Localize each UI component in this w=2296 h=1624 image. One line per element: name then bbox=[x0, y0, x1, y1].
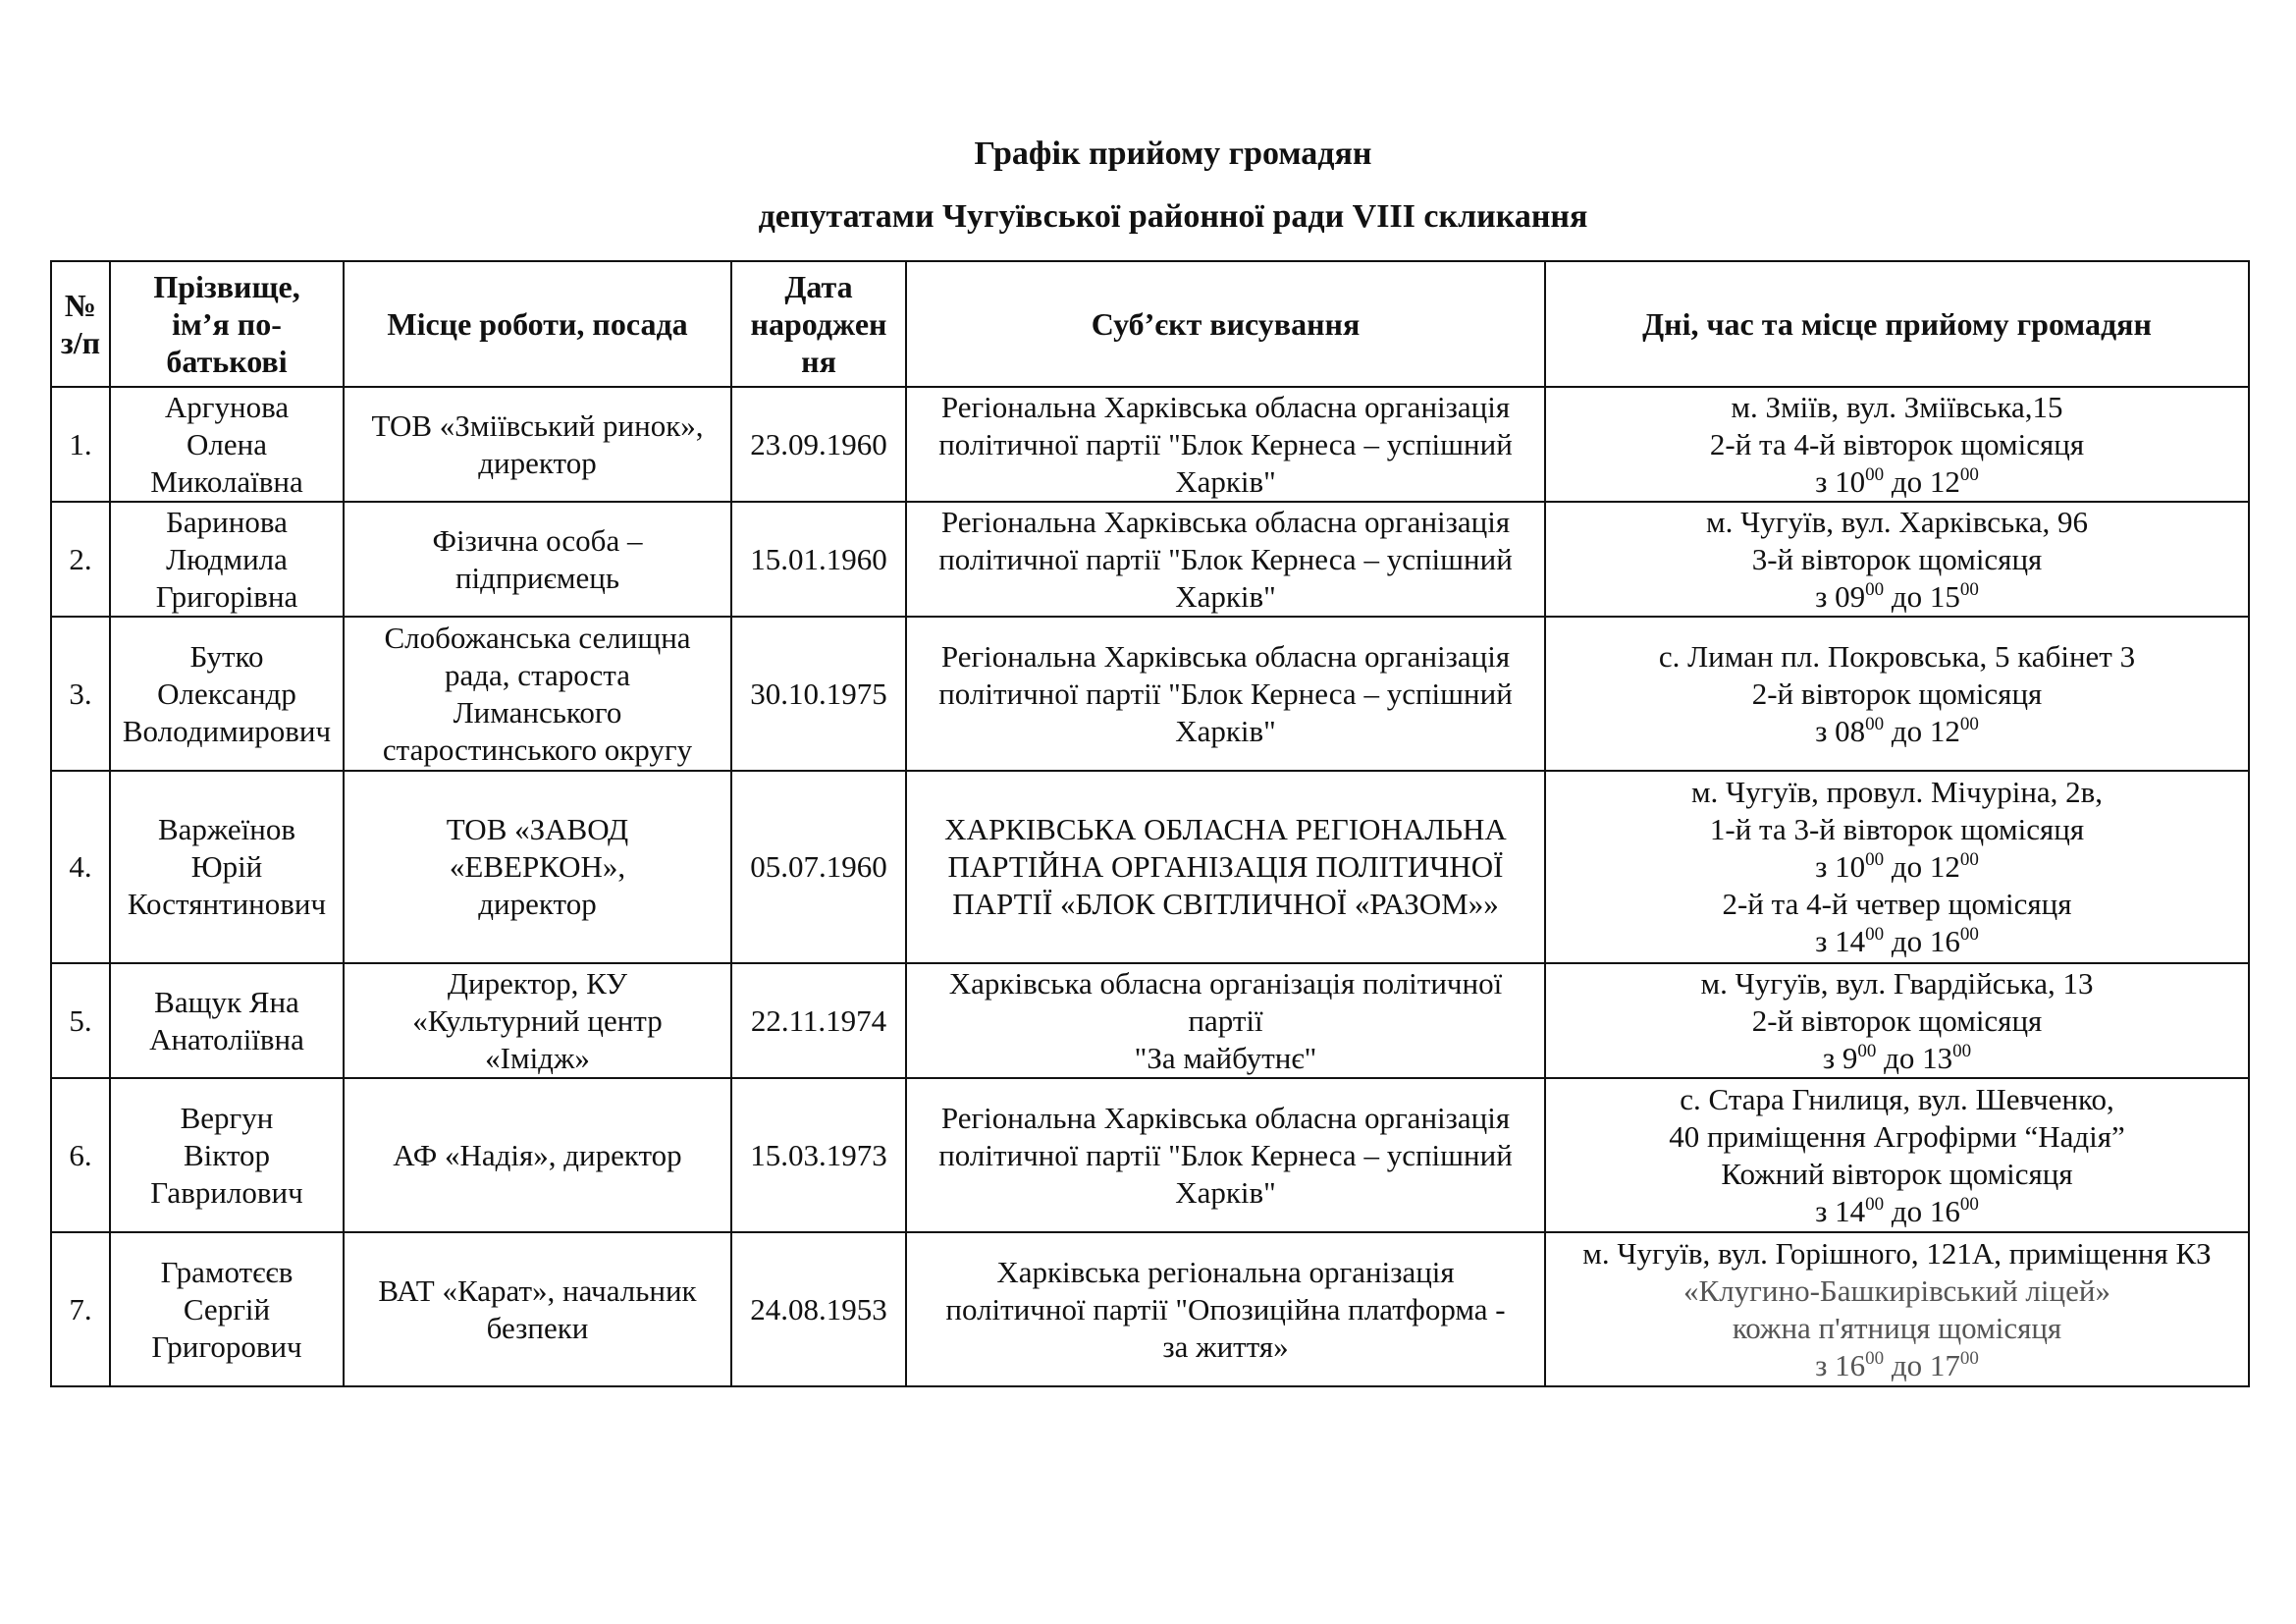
table-row bbox=[51, 1232, 2249, 1386]
reception-time: з $09^{00}$ до $15^{00}$ bbox=[1815, 578, 1979, 614]
row-reception: с. Лиман пл. Покровська, 5 кабінет 3 2-й вівторок щомісяця з $08^{00}$ до $12^{00}$ bbox=[1545, 617, 2249, 771]
table-row bbox=[51, 502, 2249, 617]
row-birth: 30.10.1975 bbox=[731, 617, 906, 771]
reception-time: з $9^{00}$ до $13^{00}$ bbox=[1822, 1040, 1972, 1075]
row-birth: 15.03.1973 bbox=[731, 1078, 906, 1232]
reception-schedule-table bbox=[50, 260, 2250, 1387]
row-work: ТОВ «Зміївський ринок», директор bbox=[344, 387, 731, 502]
row-subject: Харківська регіональна організація політичної партії "Опозиційна платформа - за життя» bbox=[906, 1232, 1545, 1386]
row-num: 7. bbox=[51, 1232, 110, 1386]
reception-time: з $10^{00}$ до $12^{00}$ bbox=[1815, 463, 1979, 499]
row-birth: 05.07.1960 bbox=[731, 771, 906, 963]
row-reception: м. Чугуїв, вул. Харківська, 96 3-й вівторок щомісяця з $09^{00}$ до $15^{00}$ bbox=[1545, 502, 2249, 617]
row-work: Директор, КУ «Культурний центр «Імідж» bbox=[344, 963, 731, 1078]
header-birth: Дата народжен ня bbox=[731, 261, 906, 387]
row-birth: 24.08.1953 bbox=[731, 1232, 906, 1386]
document-title: Графік прийому громадян bbox=[974, 135, 1372, 172]
row-name: Аргунова Олена Миколаївна bbox=[110, 387, 344, 502]
header-num: № з/п bbox=[51, 261, 110, 387]
row-work: Фізична особа – підприємець bbox=[344, 502, 731, 617]
row-num: 1. bbox=[51, 387, 110, 502]
row-subject: Регіональна Харківська обласна організація політичної партії "Блок Кернеса – успішний Харків" bbox=[906, 617, 1545, 771]
row-num: 6. bbox=[51, 1078, 110, 1232]
row-birth: 22.11.1974 bbox=[731, 963, 906, 1078]
reception-time-2: з $14^{00}$ до $16^{00}$ bbox=[1815, 924, 1979, 958]
row-num: 4. bbox=[51, 771, 110, 963]
row-work: ВАТ «Карат», начальник безпеки bbox=[344, 1232, 731, 1386]
table-row bbox=[51, 617, 2249, 771]
header-name: Прізвище, ім’я по- батькові bbox=[110, 261, 344, 387]
row-reception: м. Чугуїв, вул. Гвардійська, 13 2-й вівторок щомісяця з $9^{00}$ до $13^{00}$ bbox=[1545, 963, 2249, 1078]
row-subject: Харківська обласна організація політичної партії "За майбутнє" bbox=[906, 963, 1545, 1078]
row-subject: ХАРКІВСЬКА ОБЛАСНА РЕГІОНАЛЬНА ПАРТІЙНА ОРГАНІЗАЦІЯ ПОЛІТИЧНОЇ ПАРТІЇ «БЛОК СВІТЛИЧНОЇ «РАЗОМ»» bbox=[906, 771, 1545, 963]
header-work: Місце роботи, посада bbox=[344, 261, 731, 387]
header-reception: Дні, час та місце прийому громадян bbox=[1545, 261, 2249, 387]
row-num: 5. bbox=[51, 963, 110, 1078]
row-reception: м. Чугуїв, провул. Мічуріна, 2в, 1-й та 3-й вівторок щомісяця з $10^{00}$ до $12^{00}$ 2-й та 4-й четвер щомісяця з $14^{00}$ до $16^{00}$ bbox=[1545, 771, 2249, 963]
header-subject: Суб’єкт висування bbox=[906, 261, 1545, 387]
row-num: 2. bbox=[51, 502, 110, 617]
row-reception: м. Чугуїв, вул. Горішного, 121А, приміщення КЗ «Клугино-Башкирівський ліцей» кожна п'ятниця щомісяця з $16^{00}$ до $17^{00}$ bbox=[1545, 1232, 2249, 1386]
row-subject: Регіональна Харківська обласна організація політичної партії "Блок Кернеса – успішний Харків" bbox=[906, 1078, 1545, 1232]
document-subtitle: депутатами Чугуївської районної ради VIII скликання bbox=[758, 198, 1588, 235]
table-row bbox=[51, 963, 2249, 1078]
table-row bbox=[51, 1078, 2249, 1232]
row-name: Вергун Віктор Гаврилович bbox=[110, 1078, 344, 1232]
reception-time: з $14^{00}$ до $16^{00}$ bbox=[1815, 1193, 1979, 1228]
row-name: Варжеїнов Юрій Костянтинович bbox=[110, 771, 344, 963]
row-reception: м. Зміїв, вул. Зміївська,15 2-й та 4-й вівторок щомісяця з $10^{00}$ до $12^{00}$ bbox=[1545, 387, 2249, 502]
reception-time: з $16^{00}$ до $17^{00}$ bbox=[1815, 1347, 1979, 1382]
row-work: ТОВ «ЗАВОД «ЕВЕРКОН», директор bbox=[344, 771, 731, 963]
row-birth: 15.01.1960 bbox=[731, 502, 906, 617]
row-subject: Регіональна Харківська обласна організація політичної партії "Блок Кернеса – успішний Харків" bbox=[906, 502, 1545, 617]
row-reception: с. Стара Гнилиця, вул. Шевченко, 40 приміщення Агрофірми “Надія” Кожний вівторок щомісяця з $14^{00}$ до $16^{00}$ bbox=[1545, 1078, 2249, 1232]
reception-time: з $10^{00}$ до $12^{00}$ bbox=[1815, 849, 1979, 884]
row-birth: 23.09.1960 bbox=[731, 387, 906, 502]
row-subject: Регіональна Харківська обласна організація політичної партії "Блок Кернеса – успішний Харків" bbox=[906, 387, 1545, 502]
table-row bbox=[51, 771, 2249, 963]
row-name: Ващук Яна Анатоліївна bbox=[110, 963, 344, 1078]
row-work: АФ «Надія», директор bbox=[344, 1078, 731, 1232]
header-row bbox=[51, 261, 2249, 387]
row-name: Баринова Людмила Григорівна bbox=[110, 502, 344, 617]
row-name: Грамотєєв Сергій Григорович bbox=[110, 1232, 344, 1386]
row-num: 3. bbox=[51, 617, 110, 771]
reception-time: з $08^{00}$ до $12^{00}$ bbox=[1815, 713, 1979, 748]
table-row bbox=[51, 387, 2249, 502]
row-name: Бутко Олександр Володимирович bbox=[110, 617, 344, 771]
row-work: Слобожанська селищна рада, староста Лиманського старостинського округу bbox=[344, 617, 731, 771]
